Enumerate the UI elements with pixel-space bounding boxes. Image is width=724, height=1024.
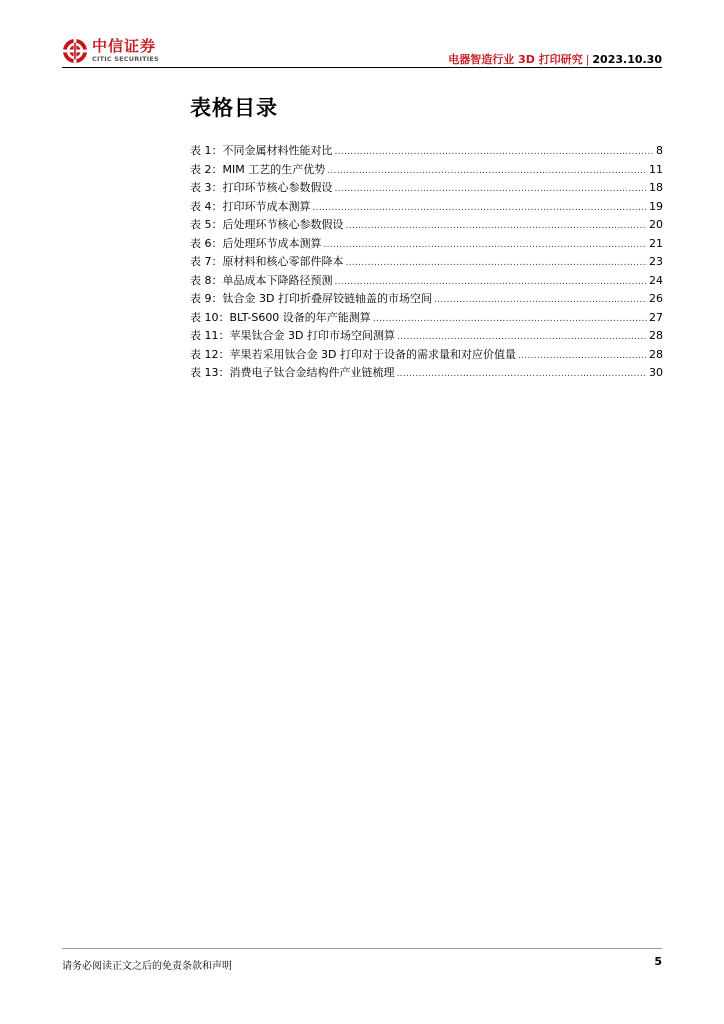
dot-leader xyxy=(434,290,647,310)
dot-leader xyxy=(324,235,648,255)
toc-item-page: 21 xyxy=(649,236,663,250)
toc-item-label: 表 9：钛合金 3D 打印折叠屏铰链轴盖的市场空间 xyxy=(190,292,432,305)
toc-item-label: 表 13：消费电子钛合金结构件产业链梳理 xyxy=(190,366,395,379)
dot-leader xyxy=(335,142,655,162)
toc-item-page: 11 xyxy=(649,162,663,176)
report-date: 2023.10.30 xyxy=(592,53,662,66)
logo-name-en: CITIC SECURITIES xyxy=(92,55,159,64)
header-separator: | xyxy=(585,53,590,66)
toc-item-label: 表 8：单品成本下降路径预测 xyxy=(190,273,333,287)
footer-disclaimer: 请务必阅读正文之后的免责条款和声明 xyxy=(62,961,232,972)
toc-title: 表格目录 xyxy=(190,96,278,120)
toc-item-page: 28 xyxy=(649,329,663,342)
dot-leader xyxy=(397,327,647,347)
toc-item[interactable] xyxy=(190,309,663,328)
toc-item-label: 表 11：苹果钛合金 3D 打印市场空间测算 xyxy=(190,329,395,342)
page-number: 5 xyxy=(654,955,662,968)
toc-item-label: 表 12：苹果若采用钛合金 3D 打印对于设备的需求量和对应价值量 xyxy=(190,347,516,361)
toc-item-page: 19 xyxy=(649,199,663,213)
dot-leader xyxy=(397,364,648,384)
report-title: 电器智造行业 3D 打印研究 xyxy=(448,53,583,66)
toc-item-page: 28 xyxy=(649,347,663,361)
toc-item[interactable] xyxy=(190,179,663,198)
toc-item[interactable] xyxy=(190,216,663,235)
citic-logo-icon xyxy=(62,38,88,64)
toc-item-page: 26 xyxy=(649,292,663,305)
toc-item[interactable] xyxy=(190,198,663,217)
toc-item[interactable] xyxy=(190,235,663,254)
toc-item[interactable] xyxy=(190,161,663,180)
toc-item[interactable] xyxy=(190,253,663,272)
logo-text xyxy=(92,39,159,63)
toc-item-page: 27 xyxy=(649,310,663,324)
toc-item-page: 20 xyxy=(649,218,663,231)
toc-item-label: 表 10：BLT-S600 设备的年产能测算 xyxy=(190,310,371,324)
toc-item-label: 表 3：打印环节核心参数假设 xyxy=(190,181,333,194)
toc-item[interactable] xyxy=(190,327,663,346)
toc-item[interactable] xyxy=(190,346,663,365)
report-header xyxy=(448,51,662,67)
dot-leader xyxy=(346,216,648,236)
footer-divider xyxy=(62,948,662,949)
toc-list xyxy=(190,142,663,383)
toc-item-page: 24 xyxy=(649,273,663,287)
dot-leader xyxy=(335,272,648,292)
header-divider xyxy=(62,67,662,68)
toc-item[interactable] xyxy=(190,142,663,161)
toc-item-label: 表 4：打印环节成本测算 xyxy=(190,199,311,213)
toc-item-label: 表 7：原材料和核心零部件降本 xyxy=(190,255,344,268)
dot-leader xyxy=(335,179,648,199)
dot-leader xyxy=(518,346,647,366)
toc-item[interactable] xyxy=(190,290,663,309)
dot-leader xyxy=(313,198,648,218)
dot-leader xyxy=(346,253,648,273)
toc-item-label: 表 5：后处理环节核心参数假设 xyxy=(190,218,344,231)
toc-item[interactable] xyxy=(190,364,663,383)
toc-item-page: 18 xyxy=(649,181,663,194)
logo-name-cn: 中信证券 xyxy=(92,37,157,56)
dot-leader xyxy=(327,161,647,181)
toc-item-page: 8 xyxy=(656,144,663,157)
dot-leader xyxy=(373,309,647,329)
toc-item-page: 30 xyxy=(649,366,663,379)
toc-item-label: 表 2：MIM 工艺的生产优势 xyxy=(190,162,326,176)
toc-item-label: 表 1：不同金属材料性能对比 xyxy=(190,144,333,157)
company-logo xyxy=(62,37,159,65)
toc-item-page: 23 xyxy=(649,255,663,268)
toc-item[interactable] xyxy=(190,272,663,291)
toc-item-label: 表 6：后处理环节成本测算 xyxy=(190,236,322,250)
